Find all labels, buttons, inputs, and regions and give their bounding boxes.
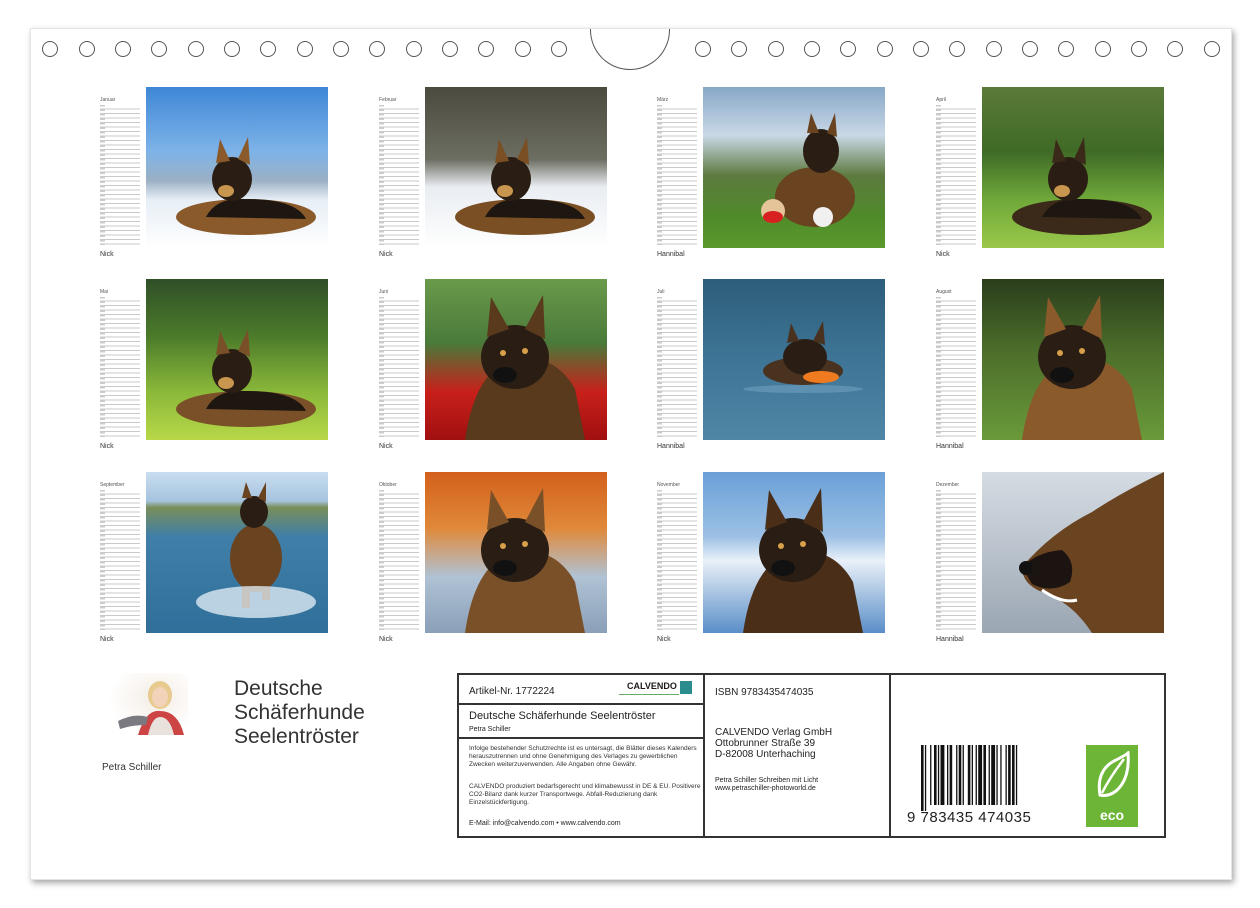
month-name: Mai	[100, 289, 109, 295]
leaf-icon	[1092, 751, 1132, 801]
photo-caption: Nick	[379, 251, 393, 258]
isbn: ISBN 9783435474035	[715, 687, 814, 698]
binding-hole	[260, 41, 276, 57]
photo-caption: Nick	[379, 443, 393, 450]
binding-hole	[115, 41, 131, 57]
mini-calendar	[934, 279, 978, 439]
calendar-day-numbers	[936, 490, 941, 630]
binding-hole	[151, 41, 167, 57]
month-name: Oktober	[379, 482, 397, 488]
calendar-day-numbers	[936, 105, 941, 245]
month-name: August	[936, 289, 952, 295]
title-line-1: Deutsche	[234, 677, 323, 700]
mini-calendar	[934, 87, 978, 247]
month-name: Juni	[379, 289, 389, 295]
legal-notice: Infolge bestehender Schutzrechte ist es untersagt, die Blätter dieses Kalenders herauszutrennen und ohne Genehmigung des Verlages zu gewerblichen Zwecken weiterzuverwenden. Alle Angaben ohne Gewähr.	[469, 745, 697, 768]
month-tile	[98, 87, 328, 258]
dog-photo	[703, 279, 885, 440]
calendar-lines	[100, 297, 140, 437]
mini-calendar	[98, 87, 142, 247]
month-name: März	[657, 97, 669, 103]
publisher-city: D-82008 Unterhaching	[715, 749, 816, 760]
photo-caption: Nick	[657, 636, 671, 643]
divider	[459, 703, 703, 705]
photo-caption: Nick	[100, 636, 114, 643]
binding-hole	[695, 41, 711, 57]
calendar-lines	[657, 490, 697, 630]
photo-caption: Hannibal	[657, 443, 685, 450]
binding-hole	[768, 41, 784, 57]
photo-caption: Hannibal	[936, 443, 964, 450]
product-author: Petra Schiller	[469, 726, 511, 733]
mini-calendar	[377, 472, 421, 632]
author-name: Petra Schiller	[102, 762, 162, 773]
month-tile	[655, 87, 885, 258]
month-tile	[655, 472, 885, 643]
mini-calendar	[934, 472, 978, 632]
photo-caption: Nick	[379, 636, 393, 643]
publisher-name: CALVENDO Verlag GmbH	[715, 727, 833, 738]
binding-hole	[42, 41, 58, 57]
calendar-day-numbers	[657, 105, 662, 245]
dog-photo	[982, 472, 1164, 633]
calendar-lines	[379, 105, 419, 245]
binding-hole	[840, 41, 856, 57]
mini-calendar	[377, 87, 421, 247]
calendar-lines	[936, 297, 976, 437]
month-tile	[934, 279, 1164, 450]
binding-hole	[1131, 41, 1147, 57]
month-name: November	[657, 482, 681, 488]
title-line-3: Seelentröster	[234, 725, 359, 748]
publisher-street: Ottobrunner Straße 39	[715, 738, 816, 749]
dog-photo	[425, 279, 607, 440]
binding-hole	[551, 41, 567, 57]
product-info-box	[457, 673, 1166, 838]
binding-hole	[442, 41, 458, 57]
dog-photo	[146, 279, 328, 440]
calendar-lines	[936, 490, 976, 630]
binding-hole	[877, 41, 893, 57]
calendar-day-numbers	[379, 490, 384, 630]
product-title: Deutsche Schäferhunde Seelentröster	[469, 710, 656, 722]
photo-caption: Nick	[100, 251, 114, 258]
month-name: April	[936, 97, 947, 103]
binding-hole	[1204, 41, 1220, 57]
mini-calendar	[655, 472, 699, 632]
binding-hole	[406, 41, 422, 57]
binding-hole	[986, 41, 1002, 57]
calendar-day-numbers	[657, 297, 662, 437]
calendar-day-numbers	[100, 297, 105, 437]
dog-photo	[703, 87, 885, 248]
logo-underline	[619, 694, 679, 695]
calvendo-logo-icon	[680, 681, 692, 694]
binding-hole	[1022, 41, 1038, 57]
binding-hole	[478, 41, 494, 57]
divider	[703, 675, 705, 836]
binding-hole	[913, 41, 929, 57]
dog-photo	[425, 87, 607, 248]
binding-hole	[369, 41, 385, 57]
binding-hole	[804, 41, 820, 57]
calendar-day-numbers	[379, 297, 384, 437]
calendar-day-numbers	[936, 297, 941, 437]
divider	[889, 675, 891, 836]
contact-line: E-Mail: info@calvendo.com • www.calvendo.com	[469, 820, 621, 827]
month-tile	[934, 472, 1164, 643]
barcode-number: 9 783435 474035	[907, 809, 1032, 826]
calendar-lines	[936, 105, 976, 245]
calendar-lines	[379, 297, 419, 437]
calendar-day-numbers	[100, 490, 105, 630]
month-tile	[98, 279, 328, 450]
calendar-day-numbers	[657, 490, 662, 630]
binding-hole	[949, 41, 965, 57]
month-name: September	[100, 482, 125, 488]
dog-photo	[982, 279, 1164, 440]
dog-photo	[703, 472, 885, 633]
mini-calendar	[655, 279, 699, 439]
calvendo-logo: CALVENDO	[627, 681, 677, 691]
calendar-title	[234, 677, 365, 749]
binding-hole	[79, 41, 95, 57]
month-name: Januar	[100, 97, 116, 103]
dog-photo	[146, 472, 328, 633]
photo-caption: Nick	[100, 443, 114, 450]
calendar-lines	[100, 490, 140, 630]
month-name: Juli	[657, 289, 665, 295]
dog-photo	[982, 87, 1164, 248]
month-tile	[377, 87, 607, 258]
month-tile	[377, 472, 607, 643]
mini-calendar	[98, 472, 142, 632]
binding-hole	[297, 41, 313, 57]
month-tile	[98, 472, 328, 643]
calendar-lines	[100, 105, 140, 245]
mini-calendar	[98, 279, 142, 439]
author-photo	[108, 673, 188, 735]
eco-label: eco	[1099, 807, 1125, 823]
binding-hole	[188, 41, 204, 57]
month-tile	[377, 279, 607, 450]
mini-calendar	[655, 87, 699, 247]
photo-caption: Hannibal	[936, 636, 964, 643]
binding-hole	[515, 41, 531, 57]
photographer-name: Petra Schiller Schreiben mit Licht	[715, 777, 819, 784]
calendar-day-numbers	[100, 105, 105, 245]
title-line-2: Schäferhunde	[234, 701, 365, 724]
barcode	[907, 745, 1051, 826]
binding-hole	[1095, 41, 1111, 57]
photo-caption: Nick	[936, 251, 950, 258]
climate-notice: CALVENDO produziert bedarfsgerecht und klimabewusst in DE & EU. Positivere CO2-Bilanz dank kurzer Transportwege. Abfall-Reduzierung dank Einzelstückfertigung.	[469, 783, 701, 806]
mini-calendar	[377, 279, 421, 439]
binding-hole	[1058, 41, 1074, 57]
binding-hole	[731, 41, 747, 57]
photographer-url: www.petraschiller-photoworld.de	[715, 785, 816, 792]
divider	[459, 737, 703, 739]
photo-caption: Hannibal	[657, 251, 685, 258]
calendar-day-numbers	[379, 105, 384, 245]
dog-photo	[146, 87, 328, 248]
calendar-lines	[657, 105, 697, 245]
eco-badge	[1086, 745, 1138, 827]
month-tile	[655, 279, 885, 450]
month-name: Februar	[379, 97, 397, 103]
calendar-lines	[657, 297, 697, 437]
binding-hole	[1167, 41, 1183, 57]
article-number: Artikel-Nr. 1772224	[469, 686, 555, 697]
dog-photo	[425, 472, 607, 633]
binding-hole	[333, 41, 349, 57]
month-tile	[934, 87, 1164, 258]
calendar-lines	[379, 490, 419, 630]
binding-hole	[224, 41, 240, 57]
month-name: Dezember	[936, 482, 960, 488]
